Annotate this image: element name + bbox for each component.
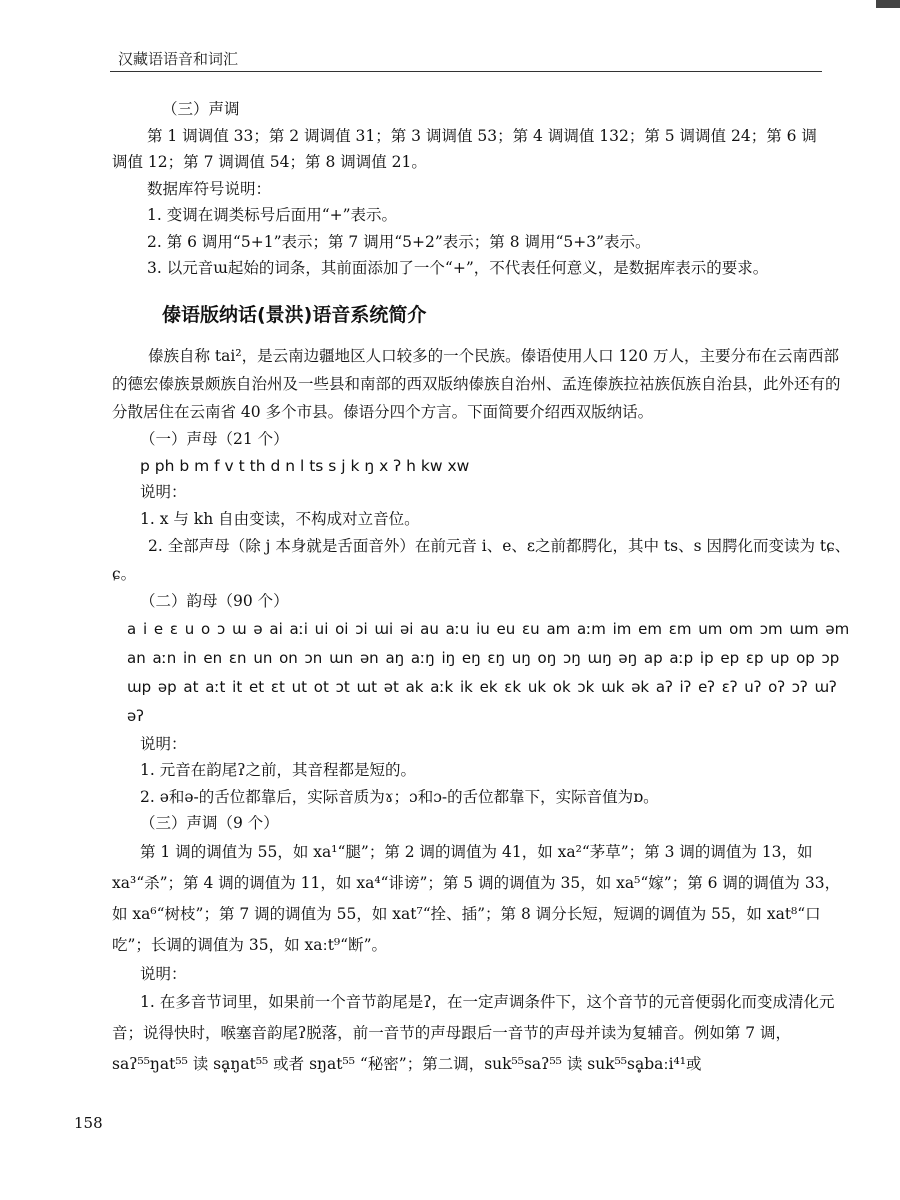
running-head: 汉藏语语音和词汇 bbox=[118, 50, 239, 68]
tones-note: 1. 在多音节词里，如果前一个音节韵尾是ʔ，在一定声调条件下，这个音节的元音便弱化而变成清化元音；说得快时，喉塞音韵尾ʔ脱落，前一音节的声母跟后一音节的声母并读为复辅音。例如第 7 调，saʔ⁵⁵ŋat⁵⁵ 读 sḁŋat⁵⁵ 或者 sŋat⁵⁵ “秘密”；第二调，suk⁵⁵saʔ⁵⁵ 读 suk⁵⁵sḁbaːi⁴¹或 bbox=[112, 993, 835, 1073]
initials-note: 1. x 与 kh 自由变读，不构成对立音位。 bbox=[140, 509, 420, 528]
prev-tone-values-line1: 第 1 调调值 33；第 2 调调值 31；第 3 调调值 53；第 4 调调值 132；第 5 调调值 24；第 6 调 bbox=[147, 126, 817, 145]
page-number: 158 bbox=[74, 1114, 103, 1132]
header-rule bbox=[110, 71, 822, 72]
db-note: 3. 以元音ɯ起始的词条，其前面添加了一个“+”，不代表任何意义，是数据库表示的要求。 bbox=[147, 259, 769, 277]
tones-notes-label: 说明： bbox=[140, 964, 187, 983]
db-notes-label: 数据库符号说明： bbox=[147, 179, 272, 198]
db-note: 1. 变调在调类标号后面用“+”表示。 bbox=[147, 206, 398, 224]
page-corner-mark bbox=[876, 0, 900, 8]
finals-note: 1. 元音在韵尾ʔ之前，其音程都是短的。 bbox=[140, 761, 417, 779]
section-title: 傣语版纳话(景洪)语音系统简介 bbox=[162, 303, 427, 326]
finals-notes-label: 说明： bbox=[140, 734, 187, 753]
finals-heading: （二）韵母（90 个） bbox=[140, 592, 289, 610]
prev-tone-heading: （三）声调 bbox=[162, 100, 240, 118]
initials-notes-label: 说明： bbox=[140, 483, 187, 501]
tones-heading: （三）声调（9 个） bbox=[140, 814, 279, 832]
page-content bbox=[112, 96, 852, 1080]
tones-paragraph: 第 1 调的调值为 55，如 xa¹“腿”；第 2 调的调值为 41，如 xa²“茅草”；第 3 调的调值为 13，如 xa³“杀”；第 4 调的调值为 11，如 xa⁴“诽谤”；第 5 调的调值为 35，如 xa⁵“嫁”；第 6 调的调值为 33，如 xa⁶“树枝”；第 7 调的调值为 55，如 xat⁷“拴、插”；第 8 调分长短，短调的调值为 55，如 xat⁸“口吃”；长调的调值为 35，如 xaːt⁹“断”。 bbox=[112, 842, 841, 954]
initials-note: 2. 全部声母（除 j 本身就是舌面音外）在前元音 i、e、ε之前都腭化，其中 ts、s 因腭化而变读为 tɕ、ɕ。 bbox=[112, 537, 851, 583]
finals-note: 2. ə和ə-的舌位都靠后，实际音质为ɤ；ɔ和ɔ-的舌位都靠下，实际音值为ɒ。 bbox=[140, 787, 659, 806]
prev-tone-values-line2: 调值 12；第 7 调调值 54；第 8 调调值 21。 bbox=[112, 153, 427, 171]
db-note: 2. 第 6 调用“5+1”表示；第 7 调用“5+2”表示；第 8 调用“5+3”表示。 bbox=[147, 232, 651, 251]
initials-heading: （一）声母（21 个） bbox=[140, 430, 289, 448]
initials-list: p ph b m f v t th d n l ts s j k ŋ x ʔ h kw xw bbox=[140, 456, 470, 475]
intro-paragraph: 傣族自称 tai²，是云南边疆地区人口较多的一个民族。傣语使用人口 120 万人，主要分布在云南西部的德宏傣族景颇族自治州及一些县和南部的西双版纳傣族自治州、孟连傣族拉祜族佤族自治县，此外还有的分散居住在云南省 40 多个市县。傣语分四个方言。下面简要介绍西双版纳话。 bbox=[112, 347, 841, 421]
finals-list: a i e ε u o ɔ ɯ ə ai aːi ui oi ɔi ɯi əi au aːu iu eu εu am aːm im em εm um om ɔm ɯm əm an aːn in en εn un on ɔn ɯn ən aŋ aːŋ iŋ eŋ εŋ uŋ oŋ ɔŋ ɯŋ əŋ ap aːp ip ep εp up op ɔp ɯp əp at aːt it et εt ut ot ɔt ɯt ət ak aːk ik ek εk uk ok ɔk ɯk ək aʔ iʔ eʔ εʔ uʔ oʔ ɔʔ ɯʔ əʔ bbox=[127, 619, 850, 725]
